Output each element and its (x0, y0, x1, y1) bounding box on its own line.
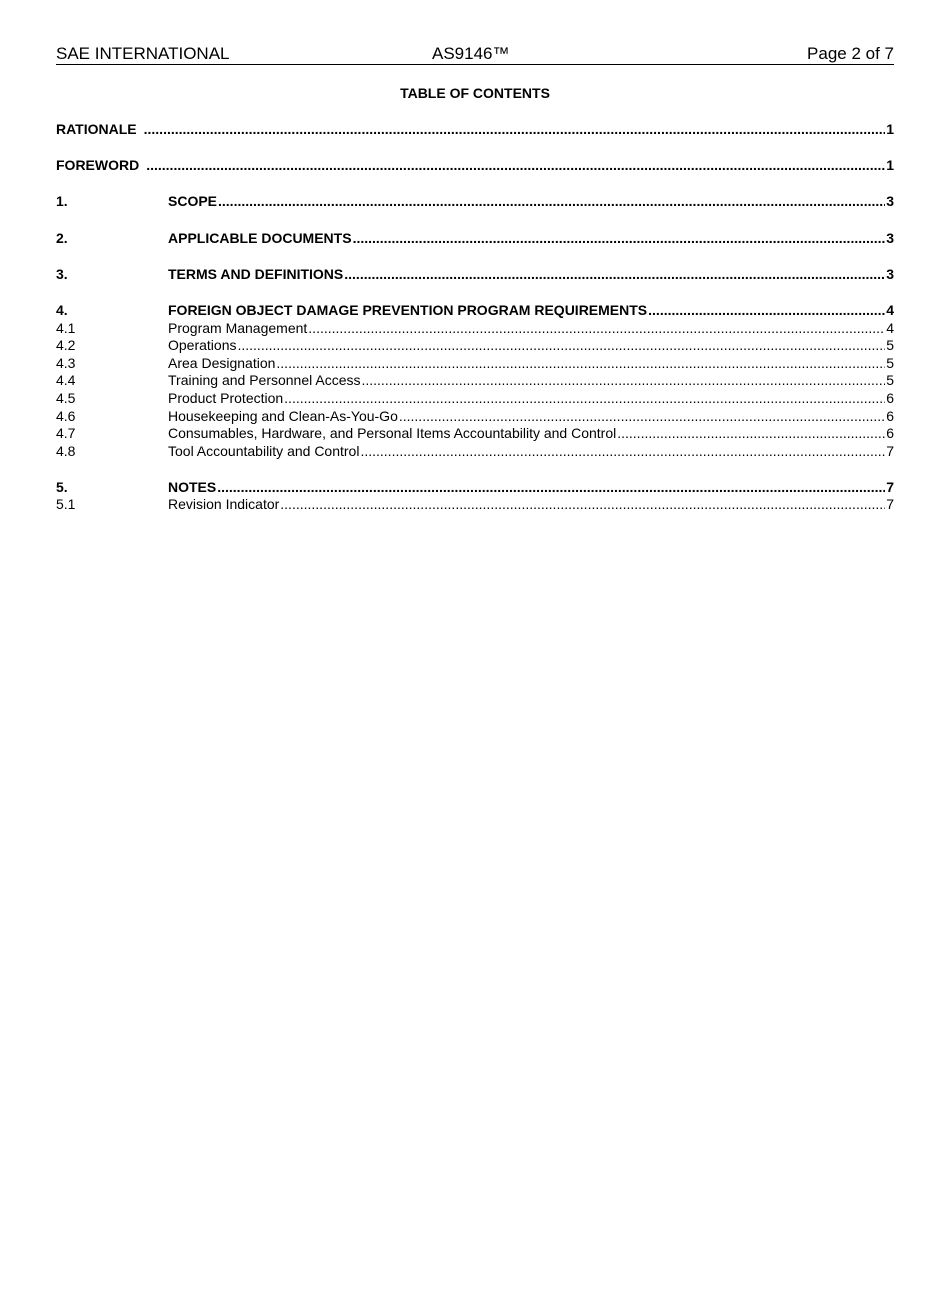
toc-entry-title: Tool Accountability and Control (168, 442, 360, 459)
toc-entry-rationale[interactable] (56, 121, 894, 139)
toc-entry-page: 7 (886, 496, 894, 513)
toc-entry-title: FOREIGN OBJECT DAMAGE PREVENTION PROGRAM REQUIREMENTS (168, 301, 648, 318)
toc-entry-number: 4.6 (56, 407, 76, 424)
toc-entry-page: 5 (886, 372, 894, 389)
toc-entry-fod-requirements[interactable] (56, 302, 894, 320)
toc-leader-dots (280, 496, 885, 514)
toc-entry-title: Program Management (168, 319, 308, 336)
organization-name: SAE INTERNATIONAL (56, 44, 230, 63)
toc-entry-number: 4.4 (56, 372, 76, 389)
toc-entry-area-designation[interactable] (56, 355, 894, 373)
toc-entry-page: 1 (886, 121, 894, 137)
toc-entry-title: RATIONALE (56, 121, 137, 137)
toc-entry-page: 6 (886, 425, 894, 442)
toc-entry-page: 4 (886, 319, 894, 336)
toc-entry-scope[interactable] (56, 193, 894, 211)
toc-entry-foreword[interactable] (56, 157, 894, 175)
toc-entry-page: 7 (886, 442, 894, 459)
toc-entry-page: 3 (886, 229, 894, 246)
toc-leader-dots (617, 425, 885, 443)
toc-entry-title: Area Designation (168, 354, 276, 371)
toc-entry-revision-indicator[interactable] (56, 496, 894, 514)
toc-entry-tool-accountability[interactable] (56, 443, 894, 461)
toc-entry-title: NOTES (168, 478, 217, 495)
toc-entry-page: 7 (886, 478, 894, 495)
toc-entry-number: 3. (56, 265, 68, 282)
toc-leader-dots (648, 302, 885, 320)
toc-entry-page: 4 (886, 301, 894, 318)
toc-entry-housekeeping[interactable] (56, 408, 894, 426)
toc-entry-number: 1. (56, 193, 68, 210)
toc-entry-page: 6 (886, 407, 894, 424)
toc-entry-number: 2. (56, 229, 68, 246)
toc-title: TABLE OF CONTENTS (400, 85, 550, 101)
toc-entry-title: Product Protection (168, 389, 284, 406)
toc-entry-number: 4.2 (56, 337, 76, 354)
toc-entry-number: 4. (56, 301, 68, 318)
toc-entry-page: 1 (886, 157, 894, 174)
toc-entry-title: FOREWORD (56, 157, 140, 174)
toc-entry-title: Training and Personnel Access (168, 372, 361, 389)
toc-entry-page: 5 (886, 354, 894, 371)
toc-entry-page: 3 (886, 193, 894, 210)
toc-leader-dots (284, 390, 885, 408)
toc-entry-number: 5.1 (56, 496, 76, 513)
table-of-contents (56, 121, 894, 514)
page-number: Page 2 of 7 (807, 44, 894, 63)
toc-entry-title: APPLICABLE DOCUMENTS (168, 229, 352, 246)
toc-entry-training-personnel-access[interactable] (56, 372, 894, 390)
toc-entry-title: TERMS AND DEFINITIONS (168, 265, 344, 282)
toc-entry-notes[interactable] (56, 479, 894, 497)
toc-entry-number: 4.7 (56, 425, 76, 442)
toc-leader-dots (144, 121, 886, 139)
toc-leader-dots (237, 337, 885, 355)
toc-leader-dots (399, 408, 885, 426)
toc-entry-consumables-accountability[interactable] (56, 425, 894, 443)
toc-entry-number: 4.8 (56, 442, 76, 459)
toc-entry-number: 4.5 (56, 389, 76, 406)
toc-entry-title: Housekeeping and Clean-As-You-Go (168, 407, 398, 424)
toc-leader-dots (146, 157, 885, 175)
toc-entry-applicable-documents[interactable] (56, 230, 894, 248)
toc-entry-number: 4.1 (56, 319, 76, 336)
document-id: AS9146™ (432, 44, 510, 63)
page-header (56, 44, 894, 65)
toc-entry-number: 5. (56, 478, 68, 495)
toc-entry-page: 6 (886, 389, 894, 406)
toc-entry-title: Consumables, Hardware, and Personal Items Accountability and Control (168, 425, 617, 442)
toc-leader-dots (361, 372, 885, 390)
toc-leader-dots (276, 355, 885, 373)
toc-leader-dots (360, 443, 885, 461)
toc-leader-dots (218, 193, 885, 211)
toc-entry-number: 4.3 (56, 354, 76, 371)
toc-entry-title: Operations (168, 337, 237, 354)
toc-leader-dots (217, 479, 885, 497)
toc-entry-program-management[interactable] (56, 320, 894, 338)
toc-entry-title: SCOPE (168, 193, 218, 210)
toc-leader-dots (344, 266, 885, 284)
toc-leader-dots (353, 230, 886, 248)
toc-entry-product-protection[interactable] (56, 390, 894, 408)
toc-entry-page: 3 (886, 265, 894, 282)
toc-entry-title: Revision Indicator (168, 496, 280, 513)
toc-entry-operations[interactable] (56, 337, 894, 355)
toc-entry-page: 5 (886, 337, 894, 354)
toc-leader-dots (308, 320, 885, 338)
toc-entry-terms-and-definitions[interactable] (56, 266, 894, 284)
document-page (56, 44, 894, 514)
